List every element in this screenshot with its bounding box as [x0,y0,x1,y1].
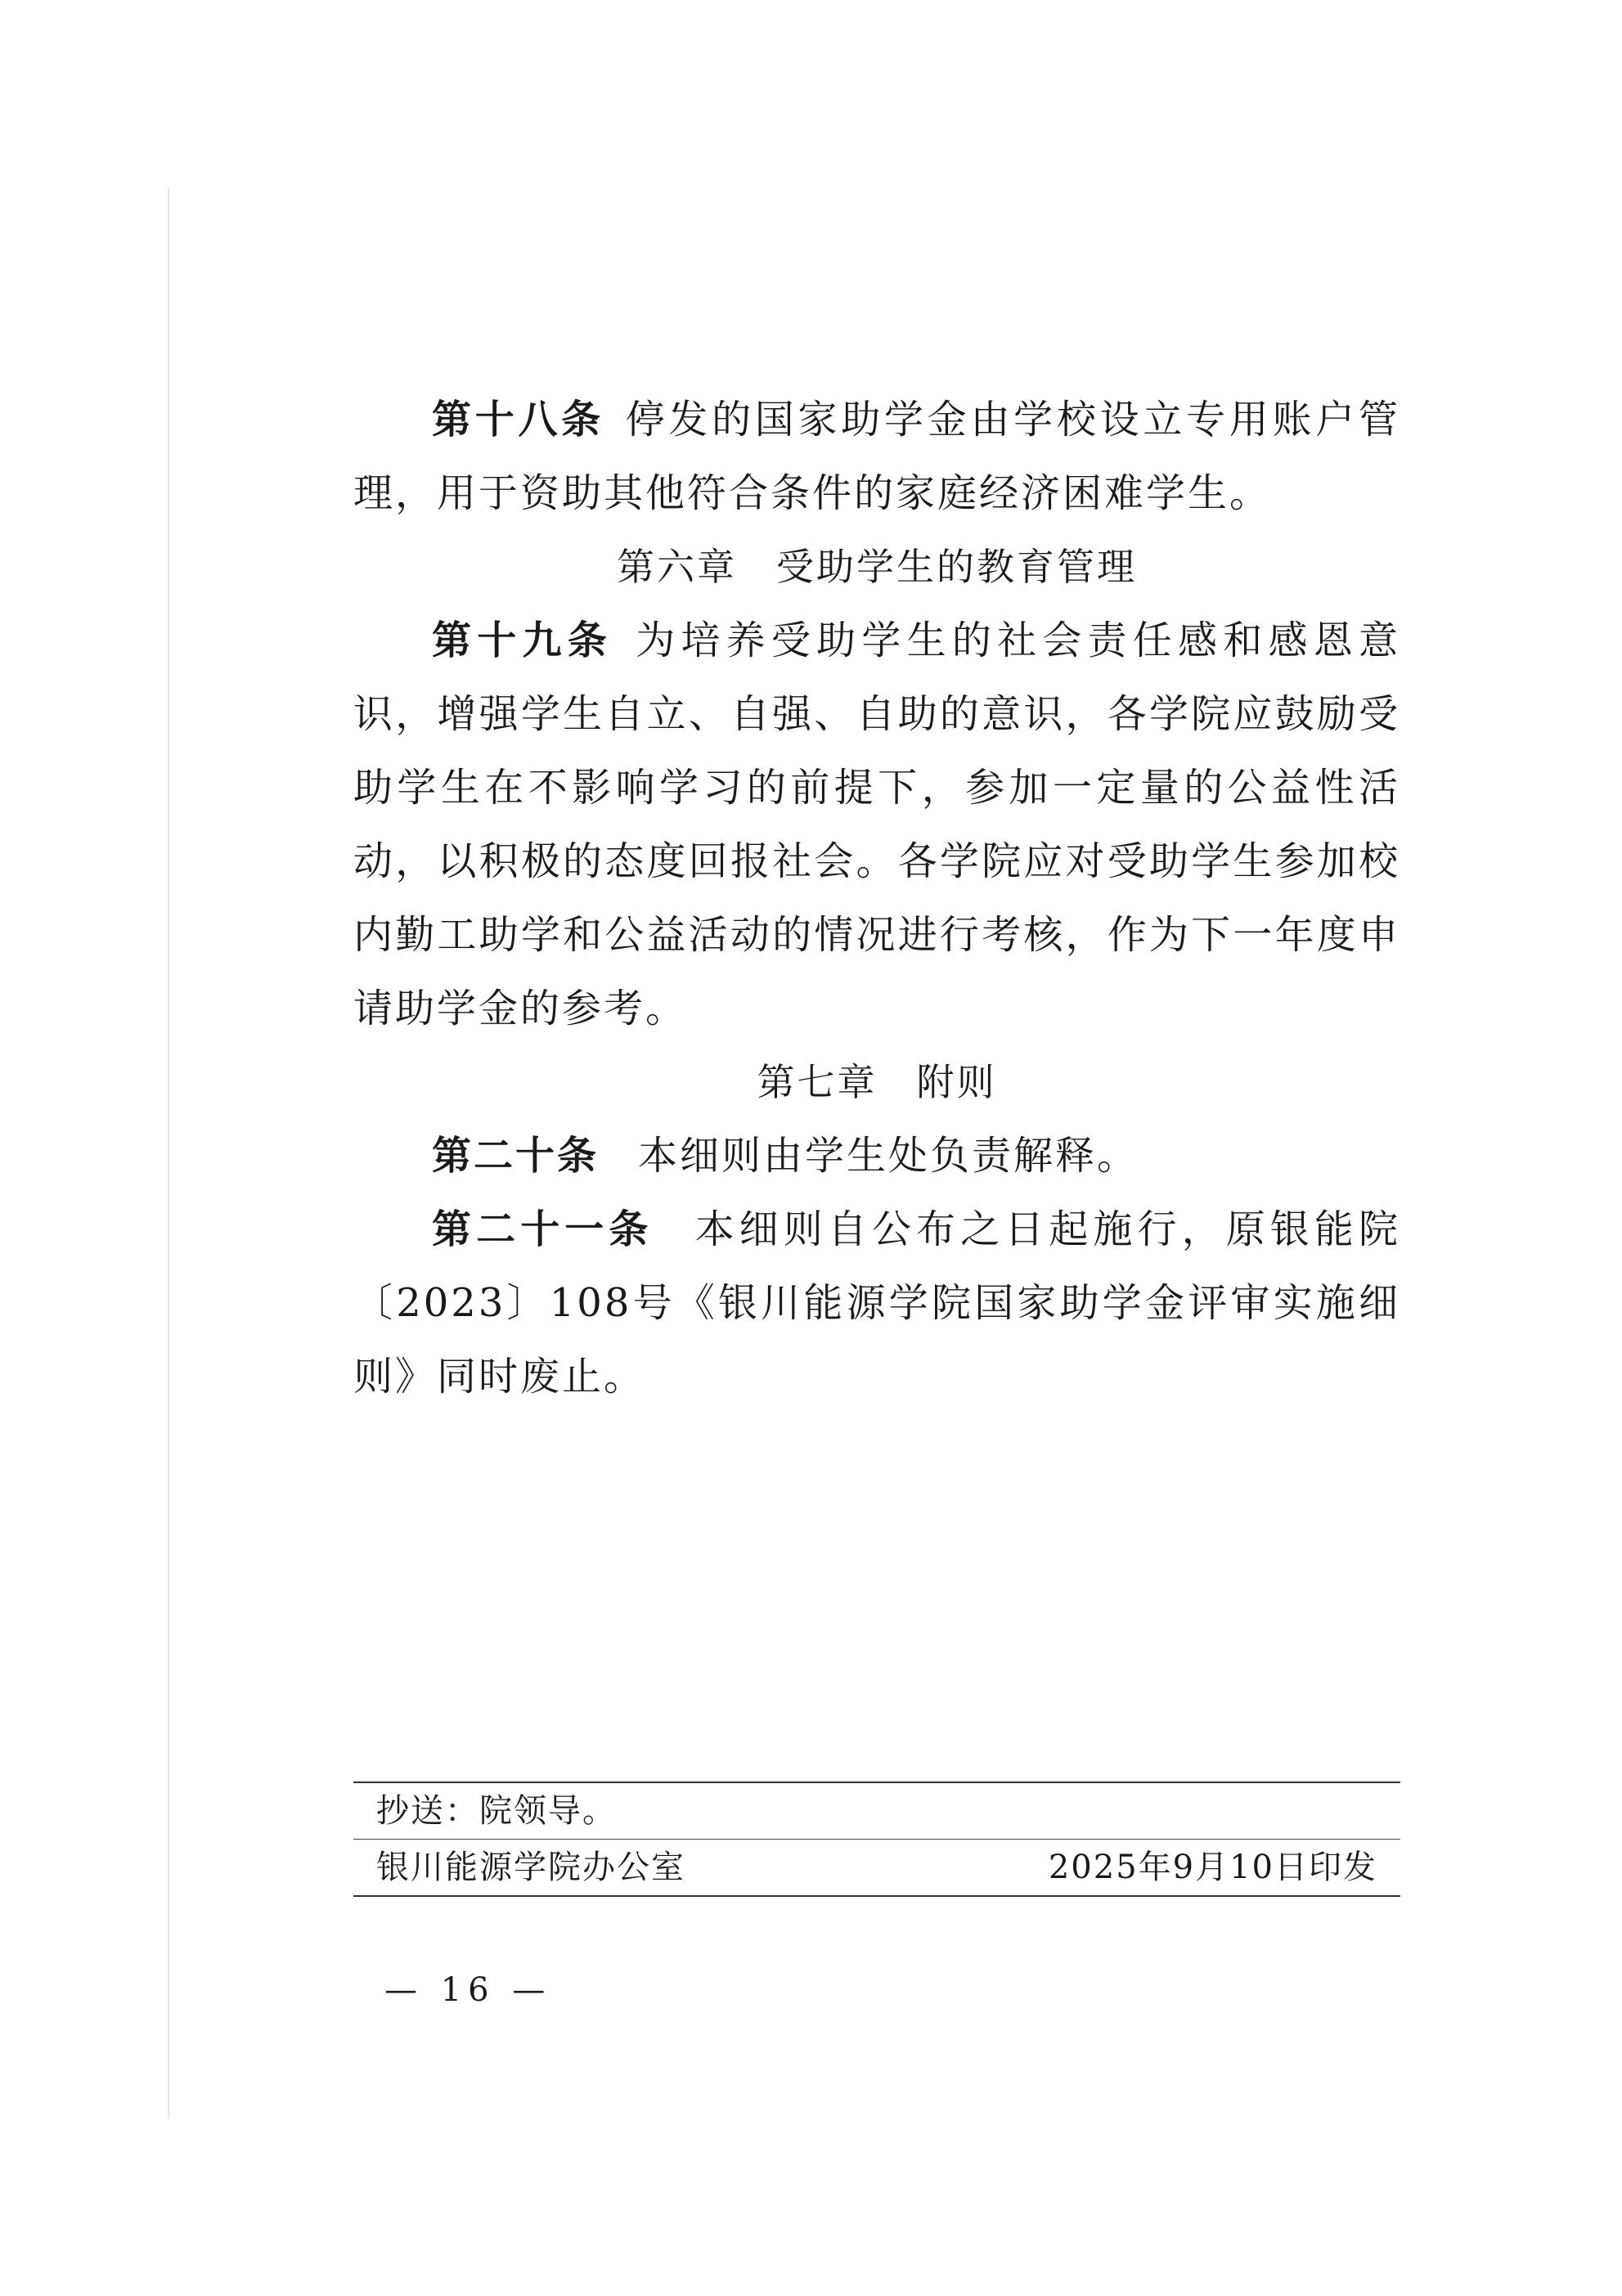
article-20-text: 本细则由学生处负责解释。 [638,1133,1139,1179]
chapter-6-title: 受助学生的教育管理 [776,545,1137,589]
article-21-text: 本细则自公布之日起施行，原银能院〔2023〕108号《银川能源学院国家助学金评审实施细则》同时废止。 [353,1206,1400,1400]
footer-cc: 抄送：院领导。 [376,1792,617,1830]
article-20-label: 第二十条 [432,1133,600,1179]
article-21 [353,1193,1400,1413]
distribution-footer [353,1782,1400,1897]
document-body [353,383,1400,1413]
chapter-6-heading [353,530,1400,604]
article-18 [353,383,1400,530]
chapter-7-number: 第七章 [757,1060,878,1104]
page-number: — 16 — [384,1971,552,2009]
article-18-text: 停发的国家助学金由学校设立专用账户管理，用于资助其他符合条件的家庭经济困难学生。 [353,397,1400,516]
footer-date: 2025年9月10日印发 [1048,1849,1377,1886]
article-19-label: 第十九条 [432,618,613,663]
chapter-7-title: 附则 [916,1060,997,1104]
article-20 [353,1119,1400,1193]
article-19-text: 为培养受助学生的社会责任感和感恩意识，增强学生自立、自强、自助的意识，各学院应鼓励受助学生在不影响学习的前提下，参加一定量的公益性活动，以积极的态度回报社会。各学院应对受助学生参加校内勤工助学和公益活动的情况进行考核，作为下一年度申请助学金的参考。 [353,618,1400,1031]
article-18-label: 第十八条 [432,397,604,443]
footer-issuer: 银川能源学院办公室 [376,1849,685,1886]
footer-bottom-rule [353,1895,1400,1897]
chapter-6-number: 第六章 [617,545,737,589]
footer-cc-row [353,1783,1400,1839]
article-19 [353,604,1400,1045]
article-21-label: 第二十一条 [432,1206,654,1252]
chapter-7-heading [353,1045,1400,1119]
binding-edge-line [168,188,169,2119]
footer-issuer-row [353,1840,1400,1895]
